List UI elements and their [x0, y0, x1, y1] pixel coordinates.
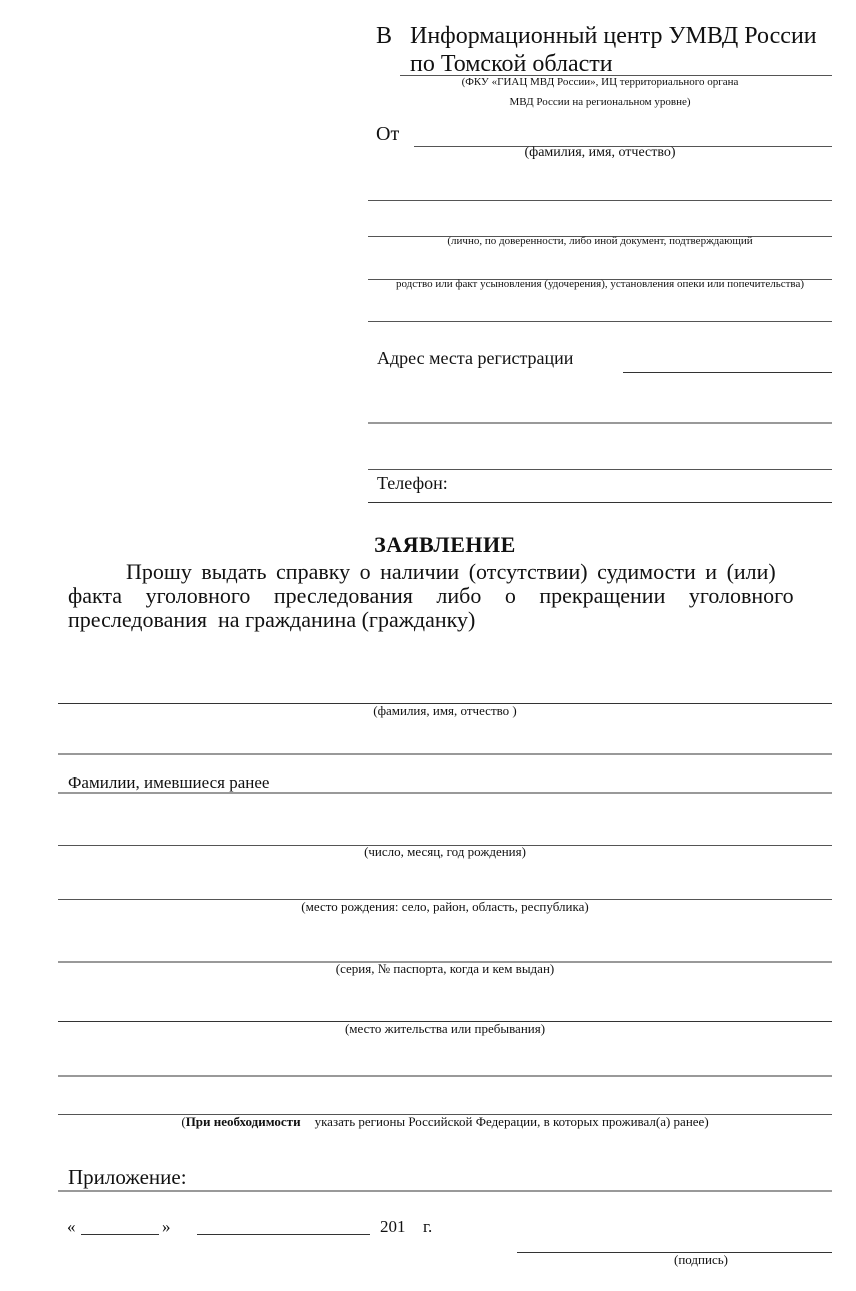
- authority-hint-2: родство или факт усыновления (удочерения), установления опеки или попечительства): [396, 278, 804, 290]
- address-underline-1: [623, 372, 832, 373]
- prev-names-underline: [58, 792, 832, 794]
- attachment-underline: [58, 1190, 832, 1192]
- request-paragraph: [68, 560, 824, 632]
- from-label: От: [376, 123, 400, 145]
- regions-underline-1: [58, 1075, 832, 1077]
- phone-input[interactable]: [460, 476, 832, 500]
- day-quote-close: »: [162, 1217, 171, 1236]
- address-input-2[interactable]: [368, 398, 832, 422]
- regions-hint-open: (: [181, 1114, 186, 1129]
- regions-hint-rest: указать регионы Российской Федерации, в которых проживал(а) ранее): [314, 1114, 709, 1129]
- subject-fio-extra-input[interactable]: [58, 728, 832, 752]
- regions-hint: [58, 1114, 832, 1130]
- birth-place-hint: (место рождения: село, район, область, республика): [301, 899, 589, 914]
- authority-hint-1: (лично, по доверенности, либо иной документ, подтверждающий: [447, 235, 753, 247]
- regions-hint-bold: При необходимости: [185, 1114, 301, 1129]
- address-underline-2: [368, 422, 832, 424]
- recipient-hint-1: (ФКУ «ГИАЦ МВД России», ИЦ территориального органа: [461, 76, 739, 88]
- regions-input-2[interactable]: [58, 1090, 832, 1114]
- day-underline: [81, 1234, 159, 1235]
- recipient-line-2: по Томской области: [410, 51, 613, 77]
- passport-input[interactable]: [58, 937, 832, 961]
- paragraph-line-3: преследования на гражданина (гражданку): [68, 607, 476, 632]
- to-prefix: В: [376, 23, 393, 49]
- birth-date-input[interactable]: [58, 820, 832, 844]
- birth-place-input[interactable]: [58, 875, 832, 899]
- address-input-1[interactable]: [623, 348, 832, 372]
- signature-hint: (подпись): [674, 1252, 728, 1267]
- attachment-input[interactable]: [210, 1166, 832, 1190]
- prev-names-label: Фамилии, имевшиеся ранее: [68, 773, 270, 792]
- recipient-hint-2: МВД России на региональном уровне): [509, 96, 691, 108]
- authority-input-2[interactable]: [368, 255, 832, 279]
- year-prefix: 201: [380, 1217, 406, 1236]
- document-title: ЗАЯВЛЕНИЕ: [374, 532, 516, 557]
- authority-underline-3: [368, 321, 832, 322]
- subject-fio-input[interactable]: [58, 678, 832, 702]
- prev-names-input[interactable]: [310, 768, 832, 792]
- year-suffix-input[interactable]: [407, 1214, 421, 1234]
- phone-label: Телефон:: [377, 473, 448, 493]
- day-quote-open: «: [67, 1217, 76, 1236]
- regions-input-1[interactable]: [58, 1051, 832, 1075]
- subject-fio-extra-underline: [58, 753, 832, 755]
- address-label: Адрес места регистрации: [377, 348, 574, 368]
- birth-date-hint: (число, месяц, год рождения): [364, 844, 526, 859]
- from-extra-input[interactable]: [368, 176, 832, 200]
- year-suffix: г.: [423, 1217, 433, 1236]
- recipient-line-1: Информационный центр УМВД России: [410, 23, 817, 49]
- authority-input-3[interactable]: [368, 297, 832, 321]
- address-underline-3: [368, 469, 832, 470]
- month-input[interactable]: [197, 1214, 370, 1234]
- attachment-label: Приложение:: [68, 1165, 187, 1189]
- paragraph-line-2: факта уголовного преследования либо о прекращении уголовного: [68, 583, 794, 608]
- residence-input[interactable]: [58, 997, 832, 1021]
- passport-hint: (серия, № паспорта, когда и кем выдан): [335, 961, 555, 976]
- day-input[interactable]: [81, 1214, 159, 1234]
- subject-fio-hint: (фамилия, имя, отчество ): [373, 703, 517, 718]
- authority-input-1[interactable]: [368, 212, 832, 236]
- from-fio-input[interactable]: [414, 122, 832, 146]
- from-extra-underline: [368, 200, 832, 201]
- phone-underline: [368, 502, 832, 503]
- paragraph-line-1: [68, 560, 824, 584]
- paragraph-line-1-text: Прошу выдать справку о наличии (отсутствии) судимости и (или): [126, 559, 776, 584]
- month-underline: [197, 1234, 370, 1235]
- from-hint: (фамилия, имя, отчество): [524, 145, 676, 160]
- address-input-3[interactable]: [368, 444, 832, 468]
- residence-hint: (место жительства или пребывания): [344, 1021, 546, 1036]
- signature-input[interactable]: [517, 1228, 832, 1252]
